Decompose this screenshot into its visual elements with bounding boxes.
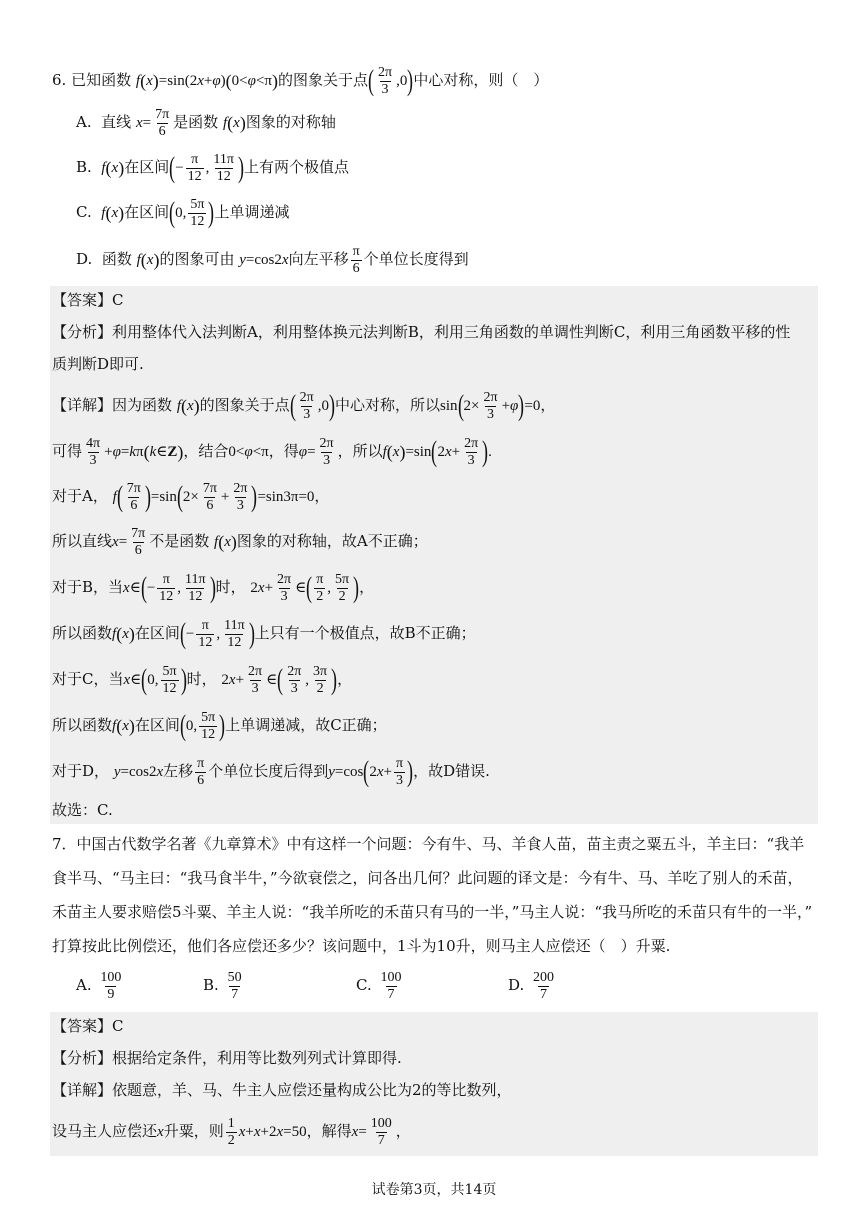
- a6-detail-9: 对于D， y=cos2x左移 $\frac{\pi}{6}$ 个单位长度后得到y=cos(2x+ $\frac{\pi}{3}$ )，故D错误.: [52, 755, 490, 788]
- a6-detail-5: 对于B，当x∈(− $\frac{\pi}{12}$ , $\frac{11\pi}{12}$ )时， 2x+ $\frac{2\pi}{3}$ ∈( $\frac{\pi}{2}$ , $\frac{5\pi}{2}$ )，: [52, 571, 375, 604]
- q6-option-c: C. f(x)在区间(0, $\frac{5\pi}{12}$ )上单调递减: [76, 196, 290, 229]
- q6-stem: 6. 已知函数 f(x)=sin(2x+φ)(0<φ<π)的图象关于点( $\frac{2\pi}{3}$ ,0)中心对称，则（ ）: [52, 64, 549, 97]
- q7-line-2: 食半马、“马主曰：“我马食半牛，”今欲衰偿之，问各出几何？此问题的译文是：今有牛、马、羊吃了别人的禾苗，: [52, 869, 803, 887]
- q7-line-4: 打算按此比例偿还，他们各应偿还多少？该问题中，1斗为10升，则马主人应偿还（ ）升粟.: [52, 937, 671, 955]
- a6-detail-1: 【详解】因为函数 f(x)的图象关于点( $\frac{2\pi}{3}$ ,0)中心对称，所以sin(2× $\frac{2\pi}{3}$ +φ)=0，: [52, 389, 556, 422]
- a6-analysis-1: 【分析】利用整体代入法判断A，利用整体换元法判断B，利用三角函数的单调性判断C，利用三角函数平移的性: [52, 323, 791, 341]
- q7-line-1: 7．中国古代数学名著《九章算术》中有这样一个问题：今有牛、马、羊食人苗，苗主责之粟五斗，羊主曰：“我羊: [52, 835, 805, 853]
- q6-option-a: A. 直线 x= $\frac{7\pi}{6}$ 是函数 f(x)图象的对称轴: [76, 106, 336, 139]
- page-footer: 试卷第3页，共14页: [371, 1182, 497, 1198]
- a6-detail-7: 对于C，当x∈(0, $\frac{5\pi}{12}$ )时， 2x+ $\frac{2\pi}{3}$ ∈( $\frac{2\pi}{3}$ , $\frac{3\pi}{2}$ )，: [52, 663, 353, 696]
- a6-detail-3: 对于A， f( $\frac{7\pi}{6}$ )=sin(2× $\frac{7\pi}{6}$ + $\frac{2\pi}{3}$ )=sin3π=0，: [52, 480, 330, 513]
- q7-option-d: D. $\frac{200}{7}$: [508, 969, 555, 1002]
- a6-detail-6: 所以函数f(x)在区间(− $\frac{\pi}{12}$ , $\frac{11\pi}{12}$ )上只有一个极值点，故B不正确；: [52, 617, 476, 650]
- q6-option-d: D. 函数 f(x)的图象可由 y=cos2x向左平移 $\frac{\pi}{6}$ 个单位长度得到: [76, 243, 469, 276]
- q6-option-b: B. f(x)在区间(− $\frac{\pi}{12}$ , $\frac{11\pi}{12}$ )上有两个极值点: [76, 151, 349, 184]
- a7-detail-2: 设马主人应偿还x升粟，则 $\frac{1}{2}$ x+x+2x=50，解得x= $\frac{100}{7}$ ，: [52, 1115, 411, 1148]
- q7-option-a: A. $\frac{100}{9}$: [76, 969, 122, 1002]
- q7-line-3: 禾苗主人要求赔偿5斗粟、羊主人说：“我羊所吃的禾苗只有马的一半，”马主人说：“我马所吃的禾苗只有牛的一半，”: [52, 903, 813, 921]
- a6-answer: 【答案】C: [52, 291, 124, 309]
- a6-detail-4: 所以直线x= $\frac{7\pi}{6}$ 不是函数 f(x)图象的对称轴，故A不正确；: [52, 525, 428, 558]
- a7-answer: 【答案】C: [52, 1017, 124, 1035]
- a6-conclusion: 故选：C.: [52, 801, 113, 819]
- a6-analysis-2: 质判断D即可.: [52, 355, 144, 373]
- a7-analysis: 【分析】根据给定条件，利用等比数列列式计算即得.: [52, 1049, 402, 1067]
- a6-detail-2: 可得 $\frac{4\pi}{3}$ +φ=kπ(k∈Z)，结合0<φ<π，得φ= $\frac{2\pi}{3}$ ，所以f(x)=sin(2x+ $\frac{2\pi}{3}$ ).: [52, 435, 492, 468]
- a6-detail-8: 所以函数f(x)在区间(0, $\frac{5\pi}{12}$ )上单调递减，故C正确；: [52, 709, 387, 742]
- q7-option-b: B. $\frac{50}{7}$: [203, 969, 242, 1002]
- a7-detail-1: 【详解】依题意，羊、马、牛主人应偿还量构成公比为2的等比数列，: [52, 1081, 512, 1099]
- q7-option-c: C. $\frac{100}{7}$: [356, 969, 402, 1002]
